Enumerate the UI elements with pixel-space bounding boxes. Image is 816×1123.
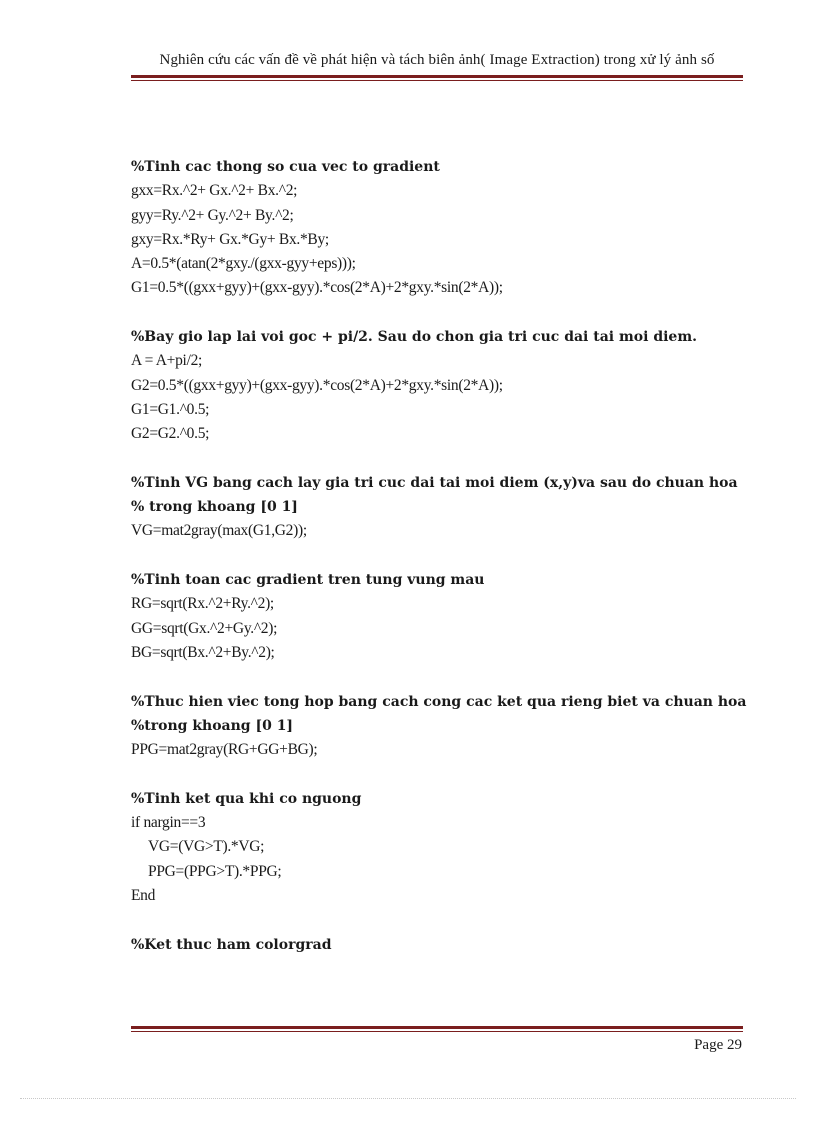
comment-line: %Tinh VG bang cach lay gia tri cuc dai tai moi diem (x,y)va sau do chuan hoa bbox=[131, 474, 738, 491]
header-rule bbox=[131, 75, 743, 81]
code-line: G2=G2.^0.5; bbox=[131, 425, 210, 443]
code-line: gxy=Rx.*Ry+ Gx.*Gy+ Bx.*By; bbox=[131, 230, 329, 248]
code-line: End bbox=[131, 886, 156, 904]
blank-line bbox=[131, 908, 731, 932]
comment-line: %Tinh ket qua khi co nguong bbox=[131, 790, 362, 807]
code-line: GG=sqrt(Gx.^2+Gy.^2); bbox=[131, 619, 278, 637]
code-line: if nargin==3 bbox=[131, 814, 206, 832]
comment-line: %Tinh cac thong so cua vec to gradient bbox=[131, 159, 440, 175]
blank-line bbox=[131, 665, 731, 689]
code-line: G2=0.5*((gxx+gyy)+(gxx-gyy).*cos(2*A)+2*gxy.*sin(2*A)); bbox=[131, 376, 503, 394]
code-line: G1=G1.^0.5; bbox=[131, 400, 210, 418]
blank-line bbox=[131, 301, 731, 325]
footer-rule bbox=[131, 1026, 743, 1032]
comment-line: %Tinh toan cac gradient tren tung vung mau bbox=[131, 572, 485, 589]
comment-line: %Thuc hien viec tong hop bang cach cong cac ket qua rieng biet va chuan hoa bbox=[131, 693, 747, 710]
code-line: A=0.5*(atan(2*gxy./(gxx-gyy+eps))); bbox=[131, 255, 356, 273]
code-listing bbox=[131, 155, 747, 957]
running-header-title: Nghiên cứu các vấn đề về phát hiện và tách biên ảnh( Image Extraction) trong xử lý ảnh số bbox=[159, 52, 715, 68]
code-line: G1=0.5*((gxx+gyy)+(gxx-gyy).*cos(2*A)+2*gxy.*sin(2*A)); bbox=[131, 279, 503, 297]
blank-line bbox=[131, 762, 731, 786]
code-line: VG=mat2gray(max(G1,G2)); bbox=[131, 522, 307, 540]
page-edge-divider bbox=[20, 1098, 796, 1099]
code-line: VG=(VG>T).*VG; bbox=[148, 838, 265, 856]
code-line: RG=sqrt(Rx.^2+Ry.^2); bbox=[131, 595, 274, 613]
comment-line: %Bay gio lap lai voi goc + pi/2. Sau do chon gia tri cuc dai tai moi diem. bbox=[131, 329, 698, 346]
blank-line bbox=[131, 544, 731, 568]
page-number: Page 29 bbox=[694, 1037, 742, 1053]
comment-line: %trong khoang [0 1] bbox=[131, 717, 294, 734]
code-line: BG=sqrt(Bx.^2+By.^2); bbox=[131, 643, 275, 661]
code-line: PPG=(PPG>T).*PPG; bbox=[148, 862, 282, 880]
code-line: gyy=Ry.^2+ Gy.^2+ By.^2; bbox=[131, 206, 294, 224]
code-line: PPG=mat2gray(RG+GG+BG); bbox=[131, 741, 318, 759]
code-line: gxx=Rx.^2+ Gx.^2+ Bx.^2; bbox=[131, 182, 298, 200]
blank-line bbox=[131, 447, 731, 471]
code-line: A = A+pi/2; bbox=[131, 352, 203, 370]
comment-line: %Ket thuc ham colorgrad bbox=[131, 936, 332, 953]
comment-line: % trong khoang [0 1] bbox=[131, 499, 298, 516]
